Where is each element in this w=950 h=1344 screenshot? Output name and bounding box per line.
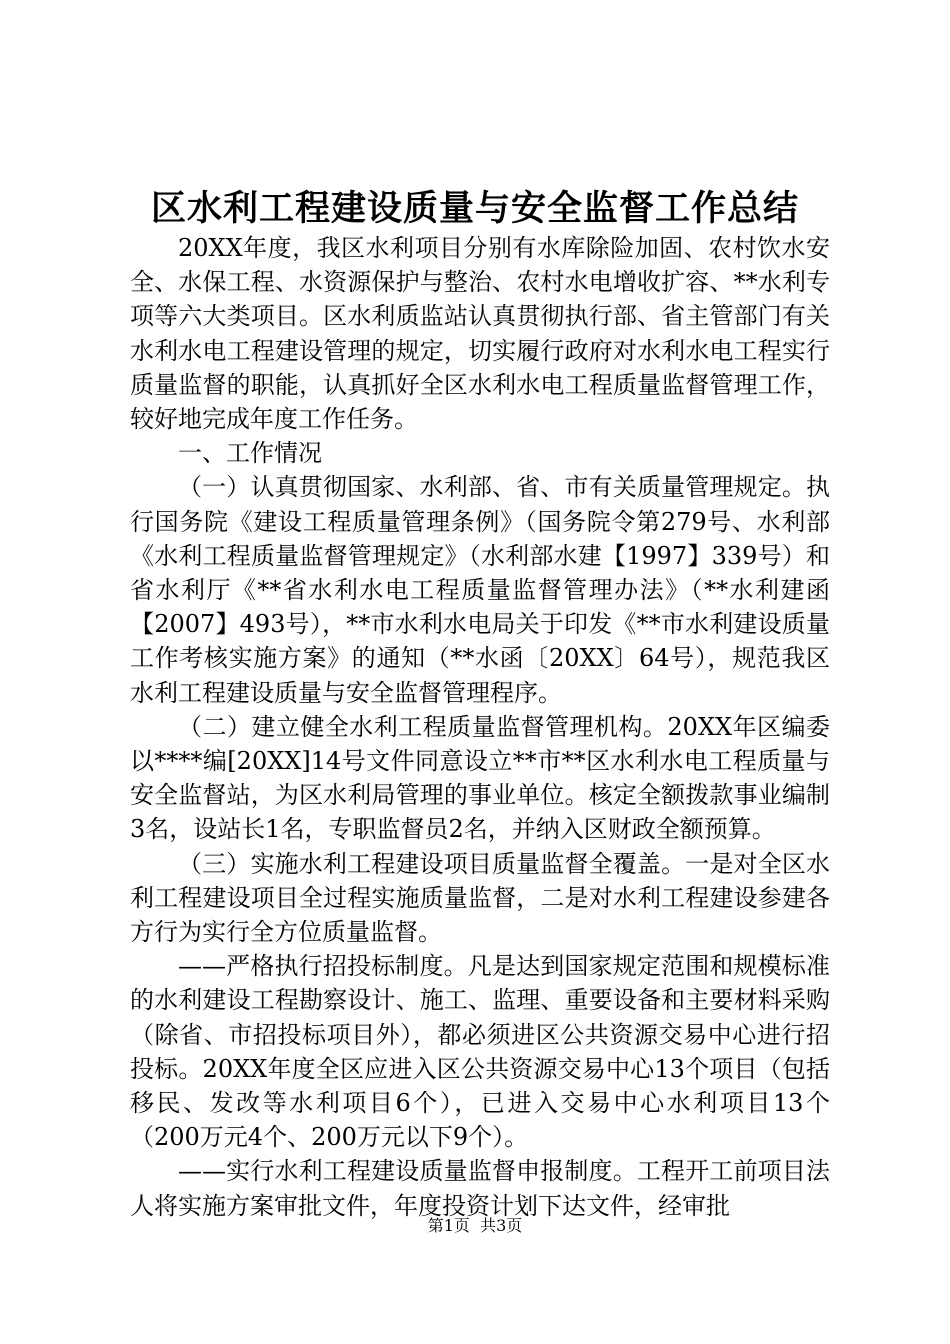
document-title: 区水利工程建设质量与安全监督工作总结: [150, 188, 799, 229]
page-total: 共3页: [480, 1216, 523, 1235]
section-heading-work-status: 一、工作情况: [178, 439, 322, 468]
page-footer: [0, 1216, 950, 1236]
paragraph-supervision-report: ——实行水利工程建设质量监督申报制度。工程开工前项目法人将实施方案审批文件，年度投资计划下达文件，经审批: [130, 1157, 830, 1220]
paragraph-item-3: （三）实施水利工程建设项目质量监督全覆盖。一是对全区水利工程建设项目全过程实施质量监督，二是对水利工程建设参建各方行为实行全方位质量监督。: [130, 849, 830, 947]
paragraph-intro: 20XX年度，我区水利项目分别有水库除险加固、农村饮水安全、水保工程、水资源保护与整治、农村水电增收扩容、**水利专项等六大类项目。区水利质监站认真贯彻执行部、省主管部门有关水利水电工程建设管理的规定，切实履行政府对水利水电工程实行质量监督的职能，认真抓好全区水利水电工程质量监督管理工作，较好地完成年度工作任务。: [130, 234, 830, 434]
paragraph-bidding: ——严格执行招投标制度。凡是达到国家规定范围和规模标准的水利建设工程勘察设计、施工、监理、重要设备和主要材料采购（除省、市招投标项目外），都必须进区公共资源交易中心进行招投标。20XX年度全区应进入区公共资源交易中心13个项目（包括移民、发改等水利项目6个），已进入交易中心水利项目13个（200万元4个、200万元以下9个）。: [130, 952, 830, 1152]
paragraph-item-1: （一）认真贯彻国家、水利部、省、市有关质量管理规定。执行国务院《建设工程质量管理条例》（国务院令第279号、水利部《水利工程质量监督管理规定》（水利部水建【1997】339号）和省水利厅《**省水利水电工程质量监督管理办法》（**水利建函【2007】493号），**市水利水电局关于印发《**市水利建设质量工作考核实施方案》的通知（**水函〔20XX〕64号），规范我区水利工程建设质量与安全监督管理程序。: [130, 473, 830, 707]
paragraph-item-2: （二）建立健全水利工程质量监督管理机构。20XX年区编委以****编[20XX]14号文件同意设立**市**区水利水电工程质量与安全监督站，为区水利局管理的事业单位。核定全额拨款事业编制3名，设站长1名，专职监督员2名，并纳入区财政全额预算。: [130, 712, 830, 844]
document-body: [130, 231, 830, 1223]
page-number: 第1页: [427, 1216, 470, 1235]
